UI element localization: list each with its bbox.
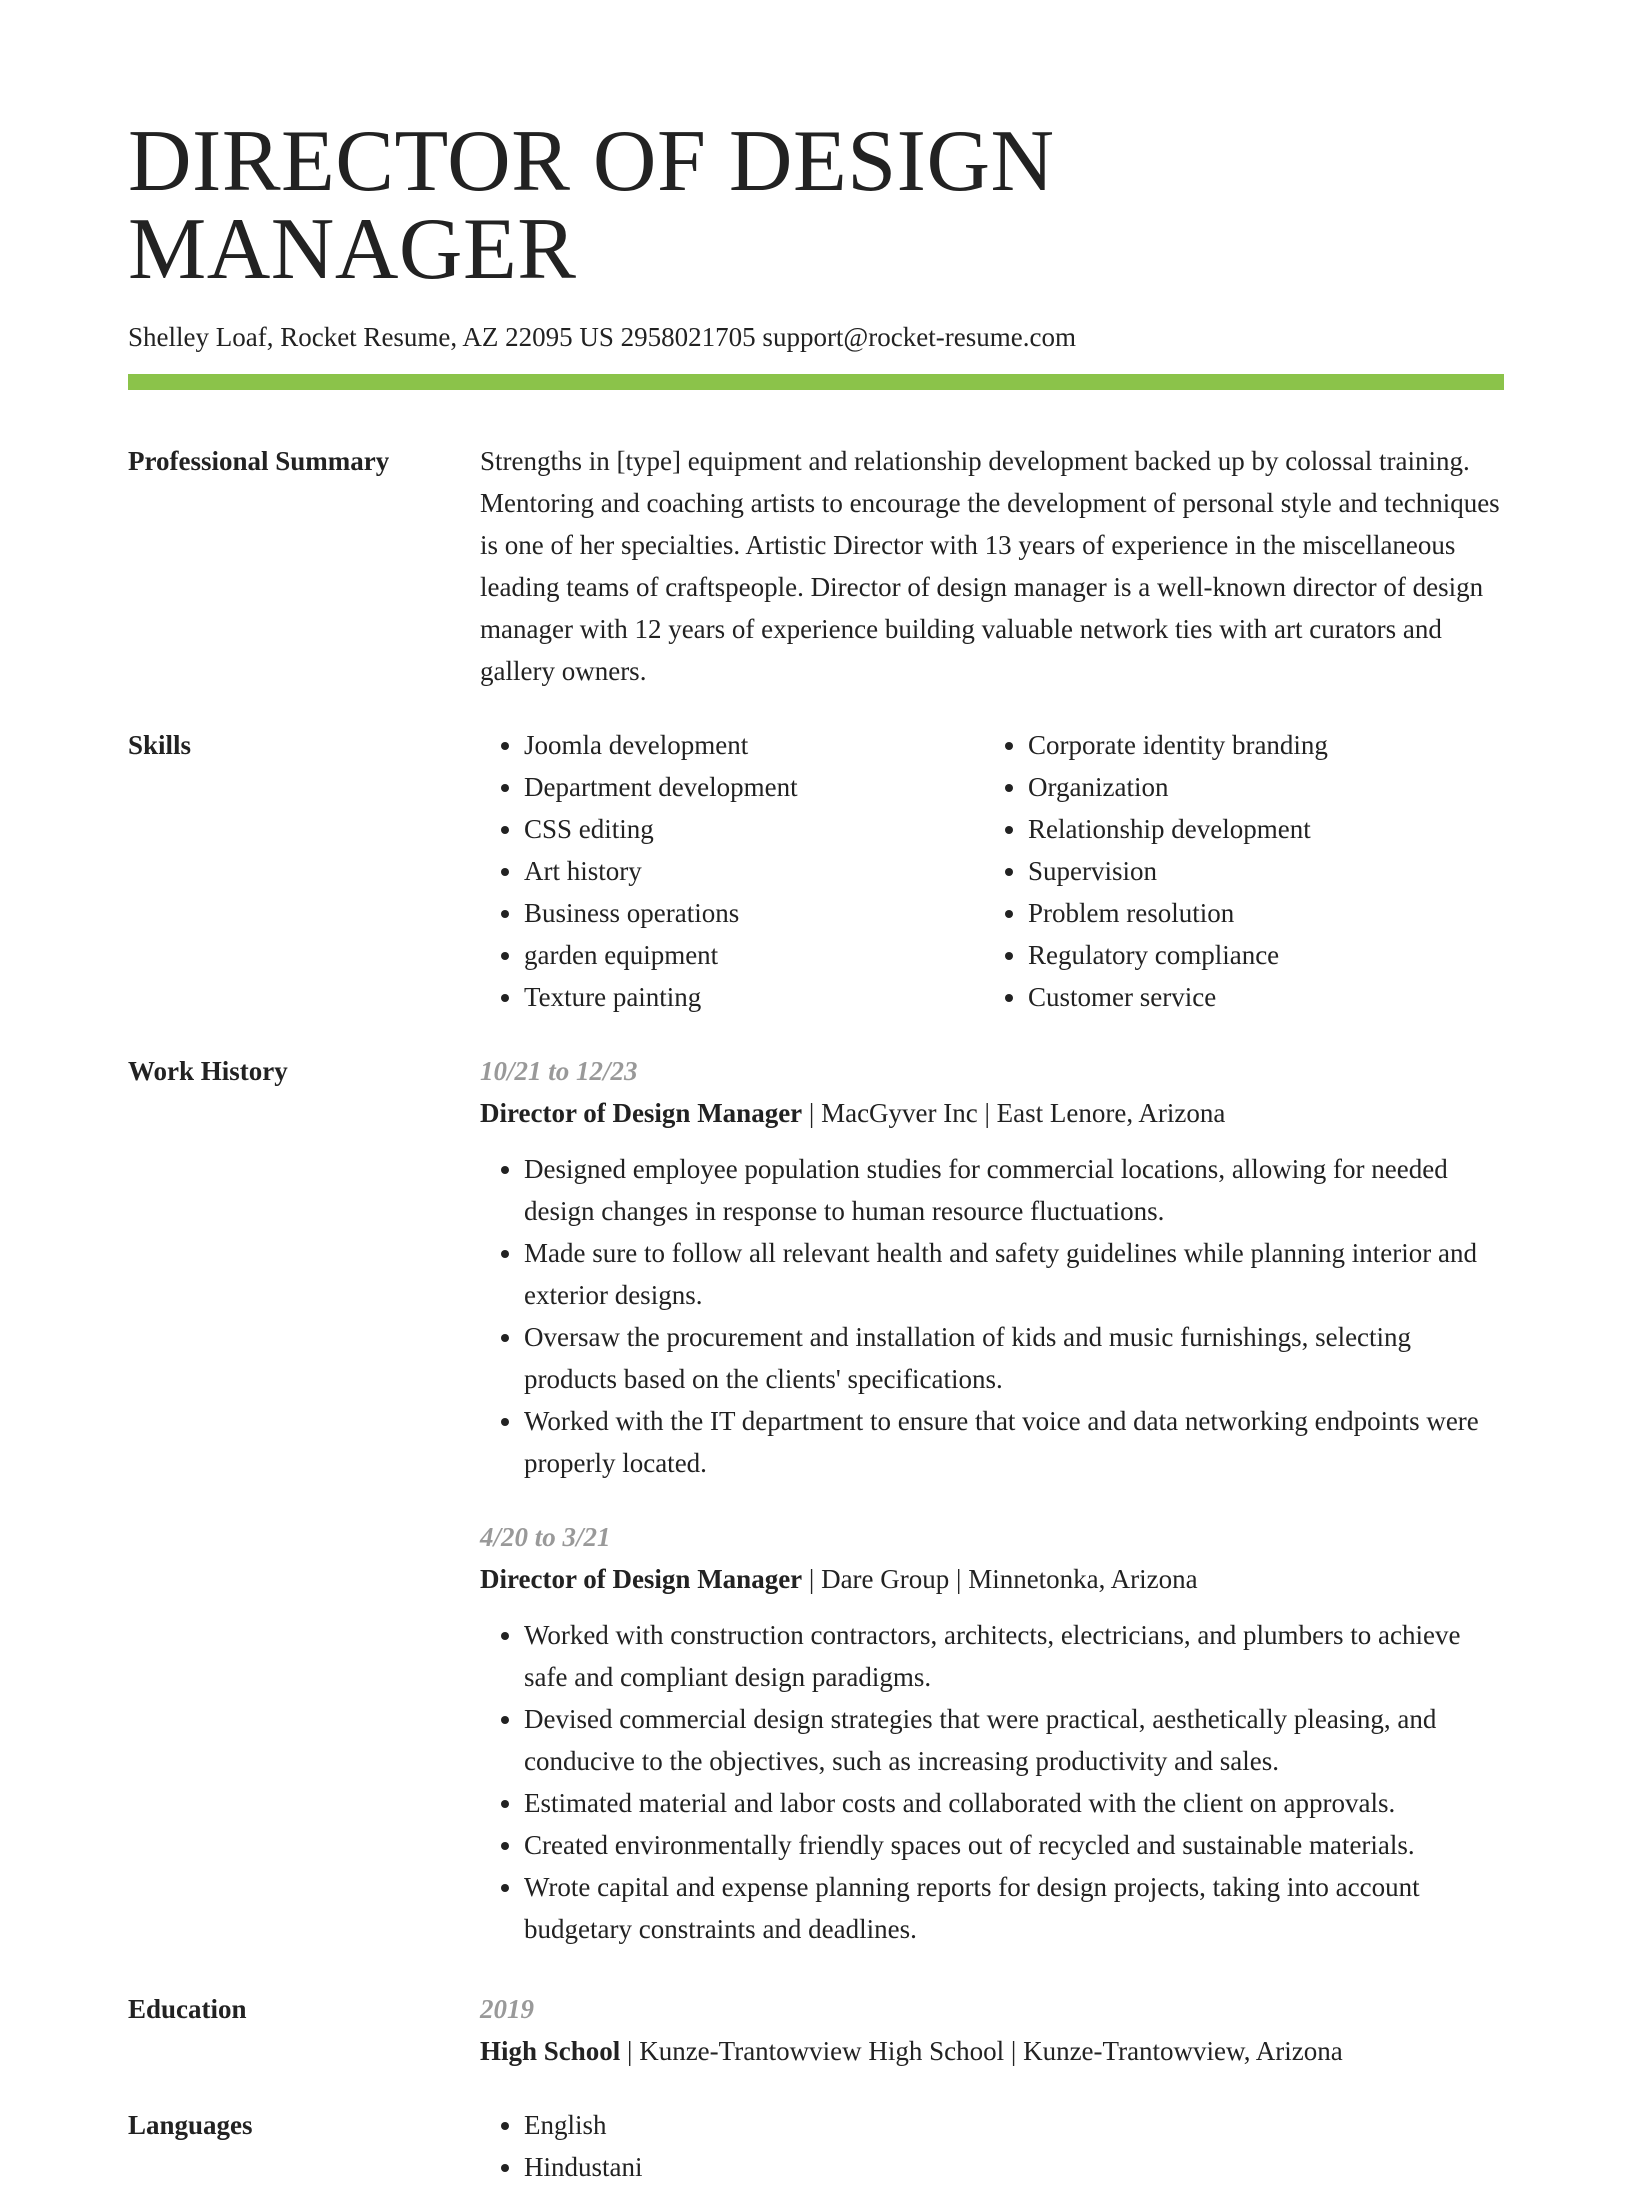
job-bullet: • Estimated material and labor costs and collaborated with the client on approvals. xyxy=(524,1782,1504,1824)
separator: | xyxy=(949,1564,969,1594)
languages-section xyxy=(128,2104,1504,2188)
job-bullet: • Devised commercial design strategies that were practical, aesthetically pleasing, and conducive to the objectives, such as increasing productivity and sales. xyxy=(524,1698,1504,1782)
skills-list-left xyxy=(480,724,984,1018)
skills-section xyxy=(128,724,1504,1018)
job-company: MacGyver Inc xyxy=(821,1098,978,1128)
accent-divider xyxy=(128,374,1504,390)
skill-item: • garden equipment xyxy=(524,934,984,976)
skill-item: • Texture painting xyxy=(524,976,984,1018)
skill-item: • Department development xyxy=(524,766,984,808)
job-title: Director of Design Manager xyxy=(480,1098,803,1128)
job-location: Minnetonka, Arizona xyxy=(968,1564,1198,1594)
job-bullet-list xyxy=(480,1614,1504,1950)
job-bullet: • Worked with construction contractors, architects, electricians, and plumbers to achieve safe and compliant design paradigms. xyxy=(524,1614,1504,1698)
languages-label: Languages xyxy=(128,2110,253,2140)
job-bullet: • Wrote capital and expense planning reports for design projects, taking into account budgetary constraints and deadlines. xyxy=(524,1866,1504,1950)
job-dates: 4/20 to 3/21 xyxy=(480,1522,611,1552)
skill-item: • Customer service xyxy=(1028,976,1488,1018)
skill-item: • Regulatory compliance xyxy=(1028,934,1488,976)
job-entry xyxy=(480,1516,1504,1950)
skill-item: • Joomla development xyxy=(524,724,984,766)
work-history-body xyxy=(480,1050,1504,1950)
job-location: East Lenore, Arizona xyxy=(996,1098,1226,1128)
skills-list-right xyxy=(984,724,1488,1018)
skill-item: • Corporate identity branding xyxy=(1028,724,1488,766)
job-bullet: • Made sure to follow all relevant health and safety guidelines while planning interior and exterior designs. xyxy=(524,1232,1504,1316)
separator: | xyxy=(802,1564,822,1594)
contact-line: Shelley Loaf, Rocket Resume, AZ 22095 US 2958021705 support@rocket-resume.com xyxy=(128,322,1076,352)
languages-body xyxy=(480,2104,1504,2188)
separator: | xyxy=(802,1098,822,1128)
job-dates: 10/21 to 12/23 xyxy=(480,1056,638,1086)
skill-item: • Organization xyxy=(1028,766,1488,808)
skill-item: • Relationship development xyxy=(1028,808,1488,850)
education-degree: High School xyxy=(480,2036,621,2066)
summary-section xyxy=(128,440,1504,692)
skill-item: • CSS editing xyxy=(524,808,984,850)
job-bullet: • Created environmentally friendly spaces out of recycled and sustainable materials. xyxy=(524,1824,1504,1866)
job-heading xyxy=(480,1092,1504,1134)
job-bullet: • Oversaw the procurement and installation of kids and music furnishings, selecting products based on the clients' specifications. xyxy=(524,1316,1504,1400)
job-title: Director of Design Manager xyxy=(480,1564,803,1594)
summary-label: Professional Summary xyxy=(128,446,390,476)
education-heading xyxy=(480,2030,1504,2072)
skill-item: • Art history xyxy=(524,850,984,892)
education-location: Kunze-Trantowview, Arizona xyxy=(1023,2036,1343,2066)
job-bullet-list xyxy=(480,1148,1504,1484)
language-item: • Hindustani xyxy=(524,2146,1504,2188)
education-school: Kunze-Trantowview High School xyxy=(639,2036,1005,2066)
resume-title: DIRECTOR OF DESIGN MANAGER xyxy=(128,113,1055,298)
education-year: 2019 xyxy=(480,1994,534,2024)
skill-item: • Supervision xyxy=(1028,850,1488,892)
job-bullet: • Designed employee population studies for commercial locations, allowing for needed design changes in response to human resource fluctuations. xyxy=(524,1148,1504,1232)
work-history-label: Work History xyxy=(128,1056,288,1086)
education-body xyxy=(480,1988,1504,2072)
skill-item: • Business operations xyxy=(524,892,984,934)
separator: | xyxy=(620,2036,640,2066)
skills-label: Skills xyxy=(128,730,192,760)
work-history-section xyxy=(128,1050,1504,1950)
skills-columns xyxy=(480,724,1504,1018)
skill-item: • Problem resolution xyxy=(1028,892,1488,934)
job-bullet: • Worked with the IT department to ensure that voice and data networking endpoints were properly located. xyxy=(524,1400,1504,1484)
summary-text: Strengths in [type] equipment and relationship development backed up by colossal training. Mentoring and coaching artists to encourage the development of personal style and techniques is one of her specialties. Artistic Director with 13 years of experience in the miscellaneous leading teams of craftspeople. Director of design manager is a well-known director of design manager with 12 years of experience building valuable network ties with art curators and gallery owners. xyxy=(480,446,1500,686)
job-company: Dare Group xyxy=(821,1564,950,1594)
language-item: • English xyxy=(524,2104,1504,2146)
education-section xyxy=(128,1988,1504,2072)
separator: | xyxy=(1004,2036,1024,2066)
job-entry xyxy=(480,1050,1504,1484)
education-label: Education xyxy=(128,1994,247,2024)
job-heading xyxy=(480,1558,1504,1600)
separator: | xyxy=(977,1098,997,1128)
languages-list xyxy=(480,2104,1504,2188)
